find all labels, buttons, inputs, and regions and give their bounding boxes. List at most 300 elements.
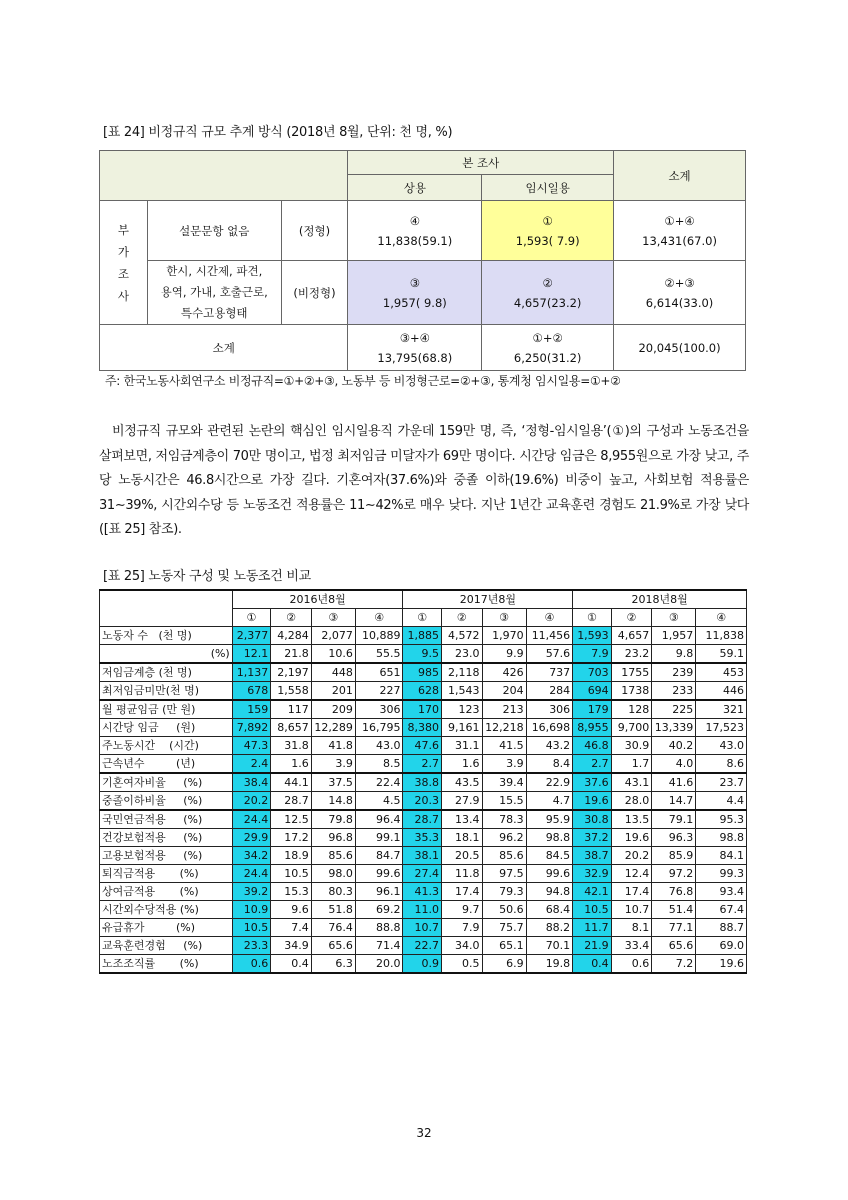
t25-cell: 8,657	[271, 719, 312, 737]
t24-row2-c1: ③ 1,957( 9.8)	[348, 261, 482, 325]
table25	[99, 589, 747, 974]
t24-temp-head: 임시일용	[482, 175, 614, 201]
t25-cell: 24.4	[232, 810, 271, 829]
t25-cell: 10.5	[573, 901, 612, 919]
t25-cell: 88.8	[355, 919, 403, 937]
t24-row1-c2: ① 1,593( 7.9)	[482, 201, 614, 261]
t25-cell: 32.9	[573, 865, 612, 883]
table-row	[100, 847, 747, 865]
t25-cell: 96.2	[482, 829, 526, 847]
t25-col-head: ③	[482, 609, 526, 627]
t25-cell: 70.1	[526, 937, 573, 955]
t25-cell: 23.3	[232, 937, 271, 955]
table-row	[100, 645, 747, 664]
t25-cell: 9,700	[611, 719, 652, 737]
t24-row3-label: 소계	[100, 325, 348, 371]
table-row	[100, 792, 747, 811]
t25-cell: 37.5	[311, 773, 355, 792]
t25-cell: 2.4	[232, 755, 271, 774]
t25-cell: 68.4	[526, 901, 573, 919]
t25-cell: 9,161	[441, 719, 482, 737]
t25-col-head: ②	[271, 609, 312, 627]
t25-row-label: 최저임금미만(천 명)	[100, 682, 233, 701]
t25-cell: 43.5	[441, 773, 482, 792]
table-row	[100, 755, 747, 774]
t25-row-label: 근속년수 (년)	[100, 755, 233, 774]
t25-cell: 39.4	[482, 773, 526, 792]
t25-cell: 99.1	[355, 829, 403, 847]
t25-cell: 44.1	[271, 773, 312, 792]
t25-cell: 12,218	[482, 719, 526, 737]
t25-cell: 88.7	[696, 919, 747, 937]
t25-year-2017: 2017년8월	[403, 590, 573, 609]
t25-col-head: ③	[311, 609, 355, 627]
t25-cell: 85.9	[652, 847, 696, 865]
t24-side-label: 부 가 조 사	[100, 201, 148, 325]
t25-cell: 65.6	[311, 937, 355, 955]
t25-cell: 98.8	[526, 829, 573, 847]
t25-cell: 448	[311, 663, 355, 682]
t24-regular-head: 상용	[348, 175, 482, 201]
t25-cell: 7.9	[441, 919, 482, 937]
t25-cell: 79.8	[311, 810, 355, 829]
t25-cell: 19.6	[696, 955, 747, 974]
t25-cell: 9.7	[441, 901, 482, 919]
t25-cell: 10,889	[355, 627, 403, 645]
t25-cell: 38.4	[232, 773, 271, 792]
t25-cell: 76.4	[311, 919, 355, 937]
t25-cell: 69.0	[696, 937, 747, 955]
t25-cell: 233	[652, 682, 696, 701]
table-row	[100, 883, 747, 901]
t25-cell: 10.5	[232, 919, 271, 937]
t25-cell: 453	[696, 663, 747, 682]
t25-corner	[100, 590, 233, 627]
t25-cell: 41.6	[652, 773, 696, 792]
t25-cell: 97.2	[652, 865, 696, 883]
t25-cell: 20.0	[355, 955, 403, 974]
t25-row-label: 상여금적용 (%)	[100, 883, 233, 901]
t25-cell: 85.6	[311, 847, 355, 865]
t25-cell: 28.7	[271, 792, 312, 811]
t25-cell: 2.7	[403, 755, 442, 774]
t25-cell: 16,698	[526, 719, 573, 737]
t25-cell: 737	[526, 663, 573, 682]
table-row	[100, 627, 747, 645]
t25-cell: 47.6	[403, 737, 442, 755]
t25-row-label: 기혼여자비율 (%)	[100, 773, 233, 792]
body-paragraph: 비정규직 규모와 관련된 논란의 핵심인 임시일용직 가운데 159만 명, 즉, ‘정형-임시일용’(①)의 구성과 노동조건을 살펴보면, 저임금계층이 70만 명이고, 법정 최저임금 미달자가 69만 명이다. 시간당 임금은 8,955원으로 가장 낮고, 주당 노동시간은 46.8시간으로 가장 길다. 기혼여자(37.6%)와 중졸 이하(19.6%) 비중이 높고, 사회보험 적용률은 31∼39%, 시간외수당 등 노동조건 적용률은 11∼42%로 매우 낮다. 지난 1년간 교육훈련 경험도 21.9%로 가장 낮다([표 25] 참조).	[99, 424, 749, 537]
t25-cell: 43.0	[355, 737, 403, 755]
t25-cell: 0.9	[403, 955, 442, 974]
t25-col-head: ③	[652, 609, 696, 627]
t25-row-label: 퇴직금적용 (%)	[100, 865, 233, 883]
t24-row3-c3: 20,045(100.0)	[614, 325, 746, 371]
t25-cell: 1738	[611, 682, 652, 701]
t25-cell: 123	[441, 700, 482, 719]
t25-cell: 34.9	[271, 937, 312, 955]
t25-cell: 99.6	[526, 865, 573, 883]
t25-cell: 4.5	[355, 792, 403, 811]
t25-row-label: 고용보험적용 (%)	[100, 847, 233, 865]
t25-cell: 35.3	[403, 829, 442, 847]
t25-cell: 38.7	[573, 847, 612, 865]
t25-cell: 51.8	[311, 901, 355, 919]
t25-cell: 170	[403, 700, 442, 719]
t25-year-2016: 2016년8월	[232, 590, 403, 609]
t25-cell: 98.8	[696, 829, 747, 847]
t25-cell: 284	[526, 682, 573, 701]
table-row	[100, 919, 747, 937]
t25-cell: 10.6	[311, 645, 355, 664]
t25-row-label: 국민연금적용 (%)	[100, 810, 233, 829]
t25-cell: 23.0	[441, 645, 482, 664]
t25-cell: 8,955	[573, 719, 612, 737]
t25-cell: 306	[526, 700, 573, 719]
t25-cell: 678	[232, 682, 271, 701]
t25-cell: 95.3	[696, 810, 747, 829]
table-row	[100, 810, 747, 829]
t25-col-head: ④	[355, 609, 403, 627]
t25-cell: 30.8	[573, 810, 612, 829]
t25-row-label: 중졸이하비율 (%)	[100, 792, 233, 811]
t25-cell: 41.8	[311, 737, 355, 755]
t25-cell: 95.9	[526, 810, 573, 829]
t25-row-label: 시간당 임금 (원)	[100, 719, 233, 737]
t25-cell: 34.0	[441, 937, 482, 955]
t25-cell: 10.5	[271, 865, 312, 883]
t25-cell: 96.1	[355, 883, 403, 901]
t25-row-label: 교육훈련경험 (%)	[100, 937, 233, 955]
t25-cell: 34.2	[232, 847, 271, 865]
t25-cell: 11.7	[573, 919, 612, 937]
table-row	[100, 663, 747, 682]
t25-cell: 98.0	[311, 865, 355, 883]
t25-year-2018: 2018년8월	[573, 590, 747, 609]
t25-cell: 426	[482, 663, 526, 682]
t24-row2-c3: ②+③ 6,614(33.0)	[614, 261, 746, 325]
t25-row-label: 저임금계층 (천 명)	[100, 663, 233, 682]
t24-note: 주: 한국노동사회연구소 비정규직=①+②+③, 노동부 등 비정형근로=②+③, 통계청 임시일용=①+②	[105, 374, 621, 388]
t25-cell: 71.4	[355, 937, 403, 955]
t25-cell: 67.4	[696, 901, 747, 919]
t25-col-head: ①	[573, 609, 612, 627]
t25-cell: 8.1	[611, 919, 652, 937]
t25-cell: 76.8	[652, 883, 696, 901]
t25-cell: 37.6	[573, 773, 612, 792]
t25-cell: 12.5	[271, 810, 312, 829]
t25-cell: 96.4	[355, 810, 403, 829]
t25-cell: 9.6	[271, 901, 312, 919]
t25-cell: 84.1	[696, 847, 747, 865]
t25-cell: 11,838	[696, 627, 747, 645]
t25-cell: 1755	[611, 663, 652, 682]
t25-cell: 13.4	[441, 810, 482, 829]
t25-cell: 69.2	[355, 901, 403, 919]
t25-cell: 628	[403, 682, 442, 701]
t25-cell: 75.7	[482, 919, 526, 937]
t24-row1-c1: ④ 11,838(59.1)	[348, 201, 482, 261]
t24-row2-type: (비정형)	[281, 261, 348, 325]
t25-cell: 80.3	[311, 883, 355, 901]
t25-cell: 239	[652, 663, 696, 682]
t25-row-label: 주노동시간 (시간)	[100, 737, 233, 755]
t25-cell: 225	[652, 700, 696, 719]
t25-cell: 16,795	[355, 719, 403, 737]
t25-cell: 94.8	[526, 883, 573, 901]
t25-cell: 47.3	[232, 737, 271, 755]
t25-cell: 50.6	[482, 901, 526, 919]
t25-cell: 19.8	[526, 955, 573, 974]
table-row	[100, 737, 747, 755]
t25-col-head: ④	[696, 609, 747, 627]
t25-cell: 20.5	[441, 847, 482, 865]
t25-cell: 99.6	[355, 865, 403, 883]
t25-cell: 37.2	[573, 829, 612, 847]
t25-cell: 9.9	[482, 645, 526, 664]
t25-cell: 42.1	[573, 883, 612, 901]
t25-cell: 3.9	[482, 755, 526, 774]
t25-cell: 2,118	[441, 663, 482, 682]
t25-cell: 0.4	[271, 955, 312, 974]
t25-cell: 985	[403, 663, 442, 682]
t24-row2-label: 한시, 시간제, 파견, 용역, 가내, 호출근로, 특수고용형태	[147, 261, 281, 325]
t25-cell: 1,543	[441, 682, 482, 701]
table-row	[100, 937, 747, 955]
t25-cell: 33.4	[611, 937, 652, 955]
t24-subtotal-head: 소계	[614, 151, 746, 201]
t25-cell: 651	[355, 663, 403, 682]
t25-cell: 31.1	[441, 737, 482, 755]
t24-row1-label: 설문문항 없음	[147, 201, 281, 261]
t25-cell: 446	[696, 682, 747, 701]
t25-cell: 22.7	[403, 937, 442, 955]
t25-cell: 59.1	[696, 645, 747, 664]
table-row	[100, 901, 747, 919]
t25-cell: 78.3	[482, 810, 526, 829]
t25-cell: 96.3	[652, 829, 696, 847]
t25-cell: 1,885	[403, 627, 442, 645]
t25-cell: 15.5	[482, 792, 526, 811]
t25-cell: 97.5	[482, 865, 526, 883]
t25-cell: 10.9	[232, 901, 271, 919]
t25-cell: 29.9	[232, 829, 271, 847]
t25-cell: 51.4	[652, 901, 696, 919]
t25-cell: 27.9	[441, 792, 482, 811]
t25-cell: 2,377	[232, 627, 271, 645]
t25-cell: 23.7	[696, 773, 747, 792]
t25-cell: 55.5	[355, 645, 403, 664]
t25-cell: 3.9	[311, 755, 355, 774]
t25-cell: 13.5	[611, 810, 652, 829]
t25-cell: 4,284	[271, 627, 312, 645]
t25-cell: 4.0	[652, 755, 696, 774]
t25-col-head: ②	[441, 609, 482, 627]
t25-cell: 9.5	[403, 645, 442, 664]
t25-cell: 43.2	[526, 737, 573, 755]
t25-cell: 694	[573, 682, 612, 701]
t25-cell: 10.7	[403, 919, 442, 937]
t25-cell: 117	[271, 700, 312, 719]
t25-cell: 18.1	[441, 829, 482, 847]
t25-cell: 306	[355, 700, 403, 719]
t25-cell: 28.0	[611, 792, 652, 811]
t25-cell: 8.4	[526, 755, 573, 774]
t25-cell: 40.2	[652, 737, 696, 755]
t25-cell: 159	[232, 700, 271, 719]
t25-row-label: 노동자 수 (천 명)	[100, 627, 233, 645]
t25-cell: 227	[355, 682, 403, 701]
t25-cell: 8,380	[403, 719, 442, 737]
t25-cell: 23.2	[611, 645, 652, 664]
t25-cell: 22.4	[355, 773, 403, 792]
t25-cell: 27.4	[403, 865, 442, 883]
t25-cell: 204	[482, 682, 526, 701]
t25-cell: 0.5	[441, 955, 482, 974]
t25-cell: 10.7	[611, 901, 652, 919]
t25-cell: 179	[573, 700, 612, 719]
t25-cell: 84.5	[526, 847, 573, 865]
t25-cell: 1,593	[573, 627, 612, 645]
t25-cell: 7.2	[652, 955, 696, 974]
table24-caption: [표 24] 비정규직 규모 추계 방식 (2018년 8월, 단위: 천 명, %)	[103, 125, 453, 140]
t25-cell: 19.6	[611, 829, 652, 847]
t25-col-head: ②	[611, 609, 652, 627]
t25-cell: 7.4	[271, 919, 312, 937]
t25-cell: 15.3	[271, 883, 312, 901]
t25-cell: 38.1	[403, 847, 442, 865]
t25-cell: 88.2	[526, 919, 573, 937]
t25-cell: 14.7	[652, 792, 696, 811]
t25-cell: 1.6	[271, 755, 312, 774]
t25-cell: 128	[611, 700, 652, 719]
t25-row-label: (%)	[100, 645, 233, 664]
t25-row-label: 노조조직률 (%)	[100, 955, 233, 974]
table-row	[100, 682, 747, 701]
t25-cell: 1,558	[271, 682, 312, 701]
t25-cell: 17.4	[611, 883, 652, 901]
t25-cell: 41.5	[482, 737, 526, 755]
t25-cell: 46.8	[573, 737, 612, 755]
t25-cell: 11,456	[526, 627, 573, 645]
t25-cell: 6.9	[482, 955, 526, 974]
t25-cell: 38.8	[403, 773, 442, 792]
t25-cell: 13,339	[652, 719, 696, 737]
t25-cell: 12.1	[232, 645, 271, 664]
t25-cell: 79.3	[482, 883, 526, 901]
t24-row1-type: (정형)	[281, 201, 348, 261]
table-row	[100, 865, 747, 883]
t25-cell: 7,892	[232, 719, 271, 737]
table-row	[100, 955, 747, 974]
t25-cell: 43.0	[696, 737, 747, 755]
t25-cell: 1.7	[611, 755, 652, 774]
t25-cell: 12,289	[311, 719, 355, 737]
t25-cell: 21.9	[573, 937, 612, 955]
t25-cell: 30.9	[611, 737, 652, 755]
t25-cell: 8.6	[696, 755, 747, 774]
t25-cell: 57.6	[526, 645, 573, 664]
t25-cell: 2,197	[271, 663, 312, 682]
t25-cell: 7.9	[573, 645, 612, 664]
t25-cell: 18.9	[271, 847, 312, 865]
t24-corner	[100, 151, 348, 201]
t25-cell: 213	[482, 700, 526, 719]
t25-cell: 85.6	[482, 847, 526, 865]
t25-cell: 19.6	[573, 792, 612, 811]
t25-cell: 20.3	[403, 792, 442, 811]
t25-cell: 65.1	[482, 937, 526, 955]
t25-cell: 28.7	[403, 810, 442, 829]
t25-cell: 99.3	[696, 865, 747, 883]
t25-cell: 84.7	[355, 847, 403, 865]
t25-cell: 22.9	[526, 773, 573, 792]
t25-cell: 93.4	[696, 883, 747, 901]
t25-cell: 4,572	[441, 627, 482, 645]
t25-row-label: 유급휴가 (%)	[100, 919, 233, 937]
t25-col-head: ①	[232, 609, 271, 627]
table-row	[100, 773, 747, 792]
t25-row-label: 월 평균임금 (만 원)	[100, 700, 233, 719]
t25-cell: 703	[573, 663, 612, 682]
t25-cell: 201	[311, 682, 355, 701]
t25-cell: 11.8	[441, 865, 482, 883]
t25-cell: 17.4	[441, 883, 482, 901]
t25-cell: 31.8	[271, 737, 312, 755]
t24-main-survey: 본 조사	[348, 151, 614, 175]
t24-row1-c3: ①+④ 13,431(67.0)	[614, 201, 746, 261]
t25-cell: 43.1	[611, 773, 652, 792]
t25-cell: 2.7	[573, 755, 612, 774]
t25-cell: 17.2	[271, 829, 312, 847]
t25-cell: 321	[696, 700, 747, 719]
table25-caption: [표 25] 노동자 구성 및 노동조건 비교	[103, 569, 311, 584]
t25-cell: 4,657	[611, 627, 652, 645]
t25-cell: 0.4	[573, 955, 612, 974]
table-row	[100, 829, 747, 847]
t25-cell: 39.2	[232, 883, 271, 901]
t25-cell: 21.8	[271, 645, 312, 664]
t25-col-head: ①	[403, 609, 442, 627]
t24-row2-c2: ② 4,657(23.2)	[482, 261, 614, 325]
t25-row-label: 시간외수당적용 (%)	[100, 901, 233, 919]
t25-cell: 96.8	[311, 829, 355, 847]
table24	[99, 150, 746, 371]
t25-cell: 2,077	[311, 627, 355, 645]
t25-cell: 77.1	[652, 919, 696, 937]
t25-cell: 17,523	[696, 719, 747, 737]
t25-cell: 1.6	[441, 755, 482, 774]
t25-cell: 79.1	[652, 810, 696, 829]
t25-cell: 4.4	[696, 792, 747, 811]
t25-cell: 6.3	[311, 955, 355, 974]
t25-cell: 12.4	[611, 865, 652, 883]
t25-col-head: ④	[526, 609, 573, 627]
t24-row3-c1: ③+④ 13,795(68.8)	[348, 325, 482, 371]
t25-cell: 4.7	[526, 792, 573, 811]
t24-row3-c2: ①+② 6,250(31.2)	[482, 325, 614, 371]
table-row	[100, 700, 747, 719]
page-number: 32	[416, 1126, 432, 1140]
t25-cell: 0.6	[611, 955, 652, 974]
t25-cell: 1,970	[482, 627, 526, 645]
t25-row-label: 건강보험적용 (%)	[100, 829, 233, 847]
t25-cell: 209	[311, 700, 355, 719]
t25-cell: 1,957	[652, 627, 696, 645]
t25-cell: 20.2	[611, 847, 652, 865]
t25-cell: 14.8	[311, 792, 355, 811]
t25-cell: 20.2	[232, 792, 271, 811]
